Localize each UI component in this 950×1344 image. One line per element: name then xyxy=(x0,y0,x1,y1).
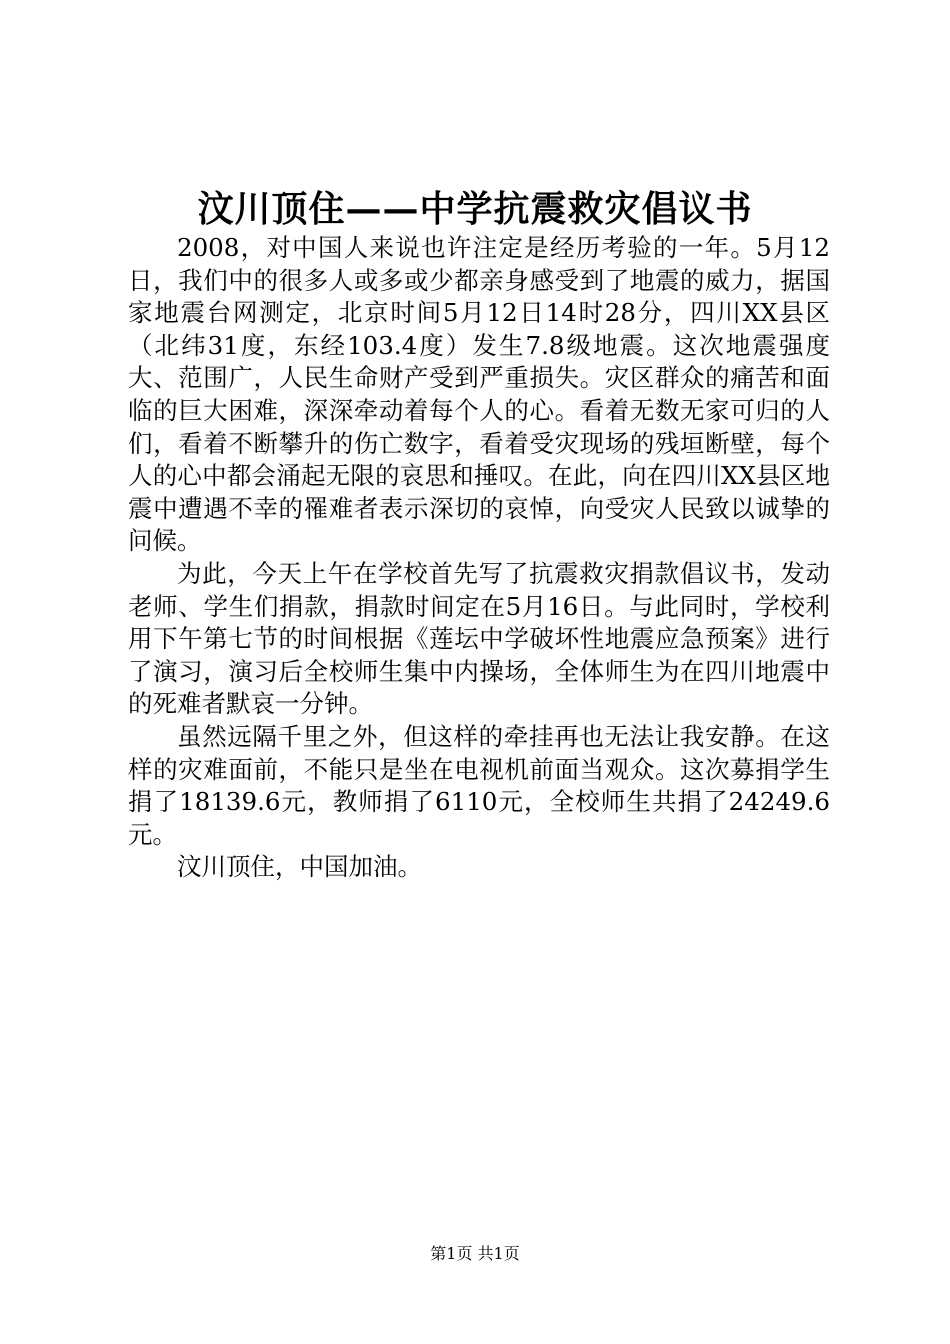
paragraph-3: 虽然远隔千里之外，但这样的牵挂再也无法让我安静。在这样的灾难面前，不能只是坐在电视机前面当观众。这次募捐学生捐了18139.6元，教师捐了6110元，全校师生共捐了24249.6元。 xyxy=(128,721,830,849)
page-number-footer: 第1页 共1页 xyxy=(430,1244,520,1263)
paragraph-2: 为此，今天上午在学校首先写了抗震救灾捐款倡议书，发动老师、学生们捐款，捐款时间定在5月16日。与此同时，学校利用下午第七节的时间根据《莲坛中学破坏性地震应急预案》进行了演习，演习后全校师生集中内操场，全体师生为在四川地震中的死难者默哀一分钟。 xyxy=(128,558,830,719)
document-title: 汶川顶住——中学抗震救灾倡议书 xyxy=(197,188,753,230)
paragraph-4: 汶川顶住，中国加油。 xyxy=(177,852,422,882)
paragraph-1: 2008，对中国人来说也许注定是经历考验的一年。5月12日，我们中的很多人或多或少都亲身感受到了地震的威力，据国家地震台网测定，北京时间5月12日14时28分，四川XX县区（北纬31度，东经103.4度）发生7.8级地震。这次地震强度大、范围广，人民生命财产受到严重损失。灾区群众的痛苦和面临的巨大困难，深深牵动着每个人的心。看着无数无家可归的人们，看着不断攀升的伤亡数字，看着受灾现场的残垣断壁，每个人的心中都会涌起无限的哀思和捶叹。在此，向在四川XX县区地震中遭遇不幸的罹难者表示深切的哀悼，向受灾人民致以诚挚的问候。 xyxy=(128,233,830,556)
document-body xyxy=(128,232,830,884)
